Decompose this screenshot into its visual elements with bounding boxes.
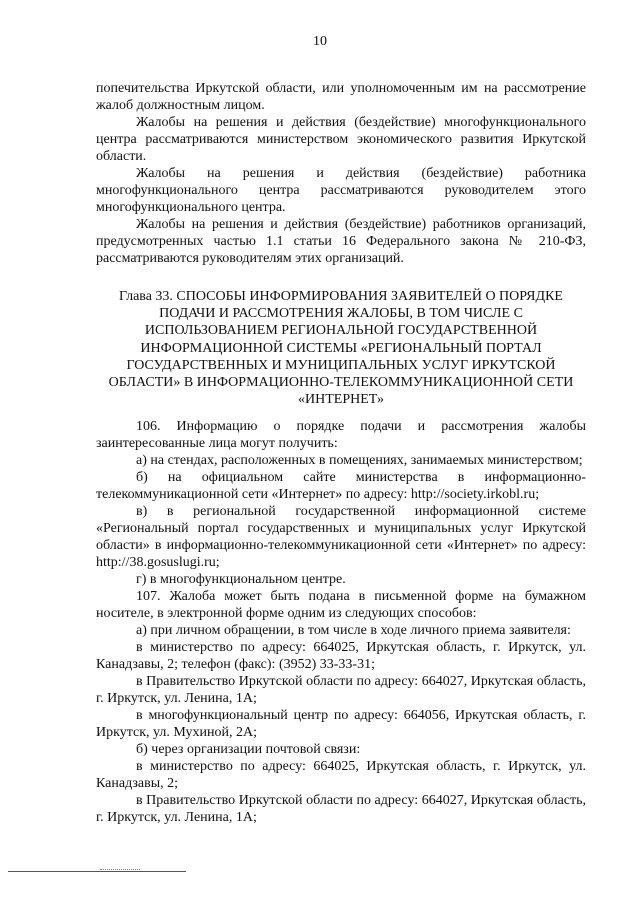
- list-item: б) через организации почтовой связи:: [136, 742, 361, 757]
- paragraph: 106. Информацию о порядке подачи и рассмотрения жалобы заинтересованные лица могут получить:: [96, 419, 586, 451]
- address-item: в Правительство Иркутской области по адресу: 664027, Иркутская область, г. Иркутск, ул. Ленина, 1А;: [96, 674, 586, 706]
- list-item: в) в региональной государственной информационной системе «Региональный портал государственных и муниципальных услуг Иркутской области» в информационно-телекоммуникационной сети «Интернет» по адресу: http://38.gosuslugi.ru;: [96, 504, 586, 570]
- list-item: а) на стендах, расположенных в помещениях, занимаемых министерством;: [136, 453, 583, 468]
- paragraph: Жалобы на решения и действия (бездействие) работника многофункционального центра рассматриваются руководителем этого многофункционального центра.: [96, 166, 586, 215]
- chapter-heading-line: ИСПОЛЬЗОВАНИЕМ РЕГИОНАЛЬНОЙ ГОСУДАРСТВЕННОЙ: [144, 323, 538, 339]
- chapter-heading-line: «ИНТЕРНЕТ»: [298, 392, 384, 408]
- footer-rule: [8, 871, 186, 872]
- footer-rule-mark: [100, 869, 140, 870]
- top-text-block: [96, 80, 586, 267]
- list-item: г) в многофункциональном центре.: [136, 572, 346, 587]
- chapter-heading: [96, 288, 586, 408]
- paragraph: попечительства Иркутской области, или уполномоченным им на рассмотрение жалоб должностным лицом.: [96, 81, 586, 113]
- address-item: в многофункциональный центр по адресу: 664056, Иркутская область, г. Иркутск, ул. Мухиной, 2А;: [96, 708, 586, 740]
- address-item: в министерство по адресу: 664025, Иркутская область, г. Иркутск, ул. Канадзавы, 2; телефон (факс): (3952) 33-33-31;: [96, 640, 586, 672]
- paragraph: Жалобы на решения и действия (бездействие) работников организаций, предусмотренных частью 1.1 статьи 16 Федерального закона № 210-ФЗ, рассматриваются руководителям этих организаций.: [96, 217, 586, 266]
- page-number: 10: [313, 34, 327, 49]
- chapter-heading-line: ИНФОРМАЦИОННОЙ СИСТЕМЫ «РЕГИОНАЛЬНЫЙ ПОРТАЛ: [140, 340, 542, 356]
- chapter-heading-line: Глава 33. СПОСОБЫ ИНФОРМИРОВАНИЯ ЗАЯВИТЕЛЕЙ О ПОРЯДКЕ: [119, 289, 563, 304]
- chapter-heading-line: ГОСУДАРСТВЕННЫХ И МУНИЦИПАЛЬНЫХ УСЛУГ ИРКУТСКОЙ: [126, 357, 556, 373]
- paragraph: 107. Жалоба может быть подана в письменной форме на бумажном носителе, в электронной форме одним из следующих способов:: [96, 589, 586, 621]
- address-item: в министерство по адресу: 664025, Иркутская область, г. Иркутск, ул. Канадзавы, 2;: [96, 759, 586, 791]
- chapter-heading-line: ОБЛАСТИ» В ИНФОРМАЦИОННО-ТЕЛЕКОММУНИКАЦИОННОЙ СЕТИ: [108, 375, 574, 391]
- list-item: б) на официальном сайте министерства в информационно-телекоммуникационной сети «Интернет» по адресу: http://society.irkobl.ru;: [96, 470, 586, 502]
- paragraph: Жалобы на решения и действия (бездействие) многофункционального центра рассматриваются министерством экономического развития Иркутской области.: [96, 115, 586, 164]
- address-item: в Правительство Иркутской области по адресу: 664027, Иркутская область, г. Иркутск, ул. Ленина, 1А;: [96, 793, 586, 825]
- list-item: а) при личном обращении, в том числе в ходе личного приема заявителя:: [136, 623, 571, 638]
- main-text-block: [96, 418, 586, 826]
- chapter-heading-line: ПОДАЧИ И РАССМОТРЕНИЯ ЖАЛОБЫ, В ТОМ ЧИСЛЕ С: [159, 306, 523, 322]
